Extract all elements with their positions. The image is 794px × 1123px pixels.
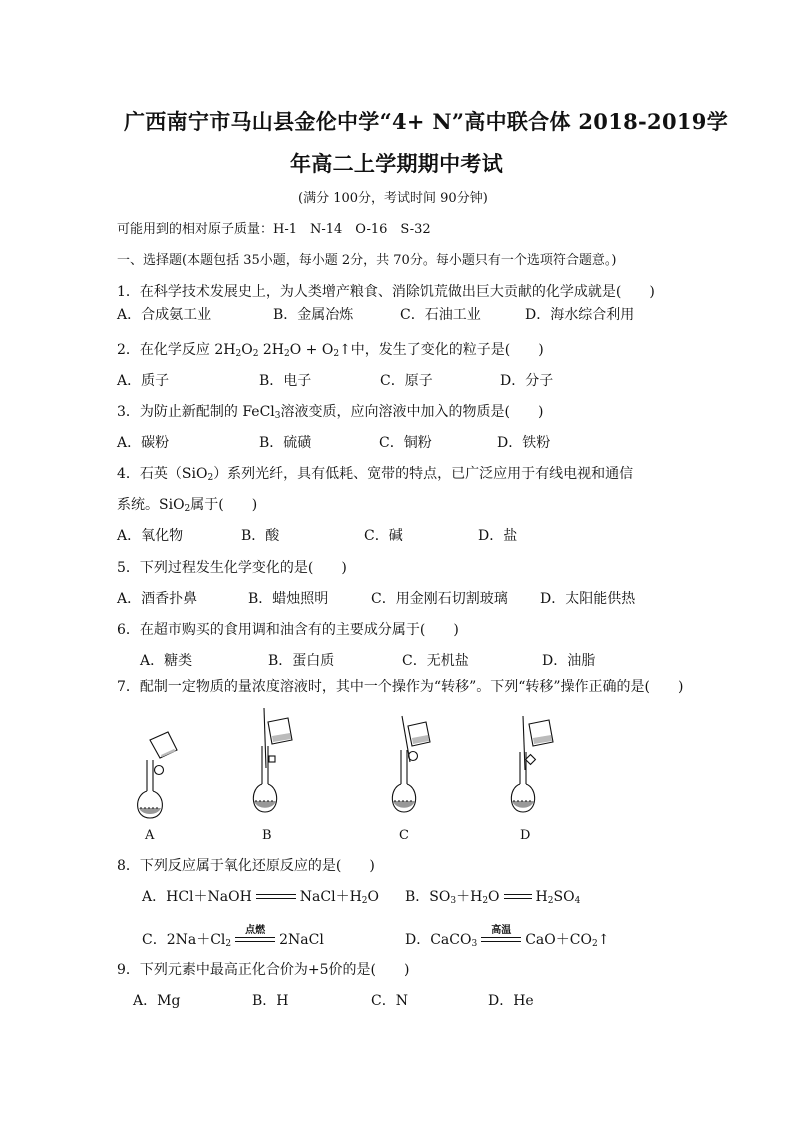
page-title-line1: 广西南宁市马山县金伦中学“4+ N”高中联合体 2018-2019学 [124,109,728,134]
q3-option-a: A．碳粉 [117,435,170,451]
q9-option-b: B．H [252,993,289,1009]
question-2-stem: 2．在化学反应 $2H_2O_2$ $2H_2O$ + $O_2↑$中，发生了变化的粒子是( ) [117,342,544,359]
q5-option-a: A．酒香扑鼻 [117,591,198,607]
question-7-stem: 7．配制一定物质的量浓度溶液时，其中一个操作为“转移”。下列“转移”操作正确的是( ) [117,679,684,695]
question-4-stem-line2: 系统。SiO$_2$属于( ) [117,497,258,514]
q4-option-a: A．氧化物 [117,528,184,544]
q8-option-d: D．CaCO$_3$ 高温 $CaO+CO_2↑$ [405,925,610,949]
flask-diagram-a [128,728,188,823]
flask-label-c: C [399,828,409,843]
flask-diagram-b [248,706,298,818]
q8-option-a: A．HCl＋NaOH $NaCl+H_2O$ [142,889,380,906]
q3-option-d: D．铁粉 [497,435,551,451]
q8-option-b: B．$SO_3+H_2O$ $H_2SO_4$ [405,889,581,906]
q1-option-b: B．金属冶炼 [273,307,354,323]
q6-option-b: B．蛋白质 [268,653,335,669]
q4-option-d: D．盐 [478,528,518,544]
q4-option-c: C．碱 [364,528,403,544]
page-title-line2: 年高二上学期期中考试 [290,151,503,176]
flask-label-b: B [262,828,272,843]
exam-info: (满分 100分，考试时间 90分钟) [298,191,488,206]
q2-option-d: D．分子 [500,373,554,389]
question-4-stem-line1: 4．石英（SiO$_2$）系列光纤，具有低耗、宽带的特点，已广泛应用于有线电视和通信 [117,466,634,483]
q1-option-c: C．石油工业 [400,307,481,323]
question-3-stem: 3．为防止新配制的 FeCl$_3$溶液变质，应向溶液中加入的物质是( ) [117,404,544,421]
q1-option-d: D．海水综合利用 [525,307,635,323]
q2-option-b: B．电子 [259,373,312,389]
flask-diagram-c [386,712,438,818]
q9-option-a: A．Mg [133,993,181,1009]
q2-option-a: A．质子 [117,373,170,389]
q9-option-c: C．N [371,993,408,1009]
flask-label-d: D [520,828,531,843]
q4-option-b: B．酸 [241,528,280,544]
q1-option-a: A．合成氨工业 [117,307,212,323]
flask-diagram-d [505,712,563,818]
atomic-masses: 可能用到的相对原子质量：H-1 N-14 O-16 S-32 [117,222,431,237]
q8-option-c: C．$2Na+Cl_2$ 点燃 2NaCl [142,925,324,949]
q6-option-c: C．无机盐 [402,653,469,669]
section-heading: 一、选择题(本题包括 35小题，每小题 2分，共 70分。每小题只有一个选项符合题意。) [117,253,617,268]
question-8-stem: 8．下列反应属于氧化还原反应的是( ) [117,858,375,874]
question-5-stem: 5．下列过程发生化学变化的是( ) [117,560,347,576]
q5-option-b: B．蜡烛照明 [248,591,329,607]
q2-option-c: C．原子 [380,373,433,389]
q6-option-a: A．糖类 [140,653,193,669]
q5-option-d: D．太阳能供热 [540,591,636,607]
q5-option-c: C．用金刚石切割玻璃 [371,591,508,607]
question-6-stem: 6．在超市购买的食用调和油含有的主要成分属于( ) [117,622,459,638]
q9-option-d: D．He [488,993,534,1009]
q3-option-c: C．铜粉 [379,435,432,451]
question-9-stem: 9．下列元素中最高正化合价为+5价的是( ) [117,962,410,978]
question-1-stem: 1．在科学技术发展史上，为人类增产粮食、消除饥荒做出巨大贡献的化学成就是( ) [117,284,655,300]
q6-option-d: D．油脂 [542,653,596,669]
flask-label-a: A [145,828,155,843]
q3-option-b: B．硫磺 [259,435,312,451]
